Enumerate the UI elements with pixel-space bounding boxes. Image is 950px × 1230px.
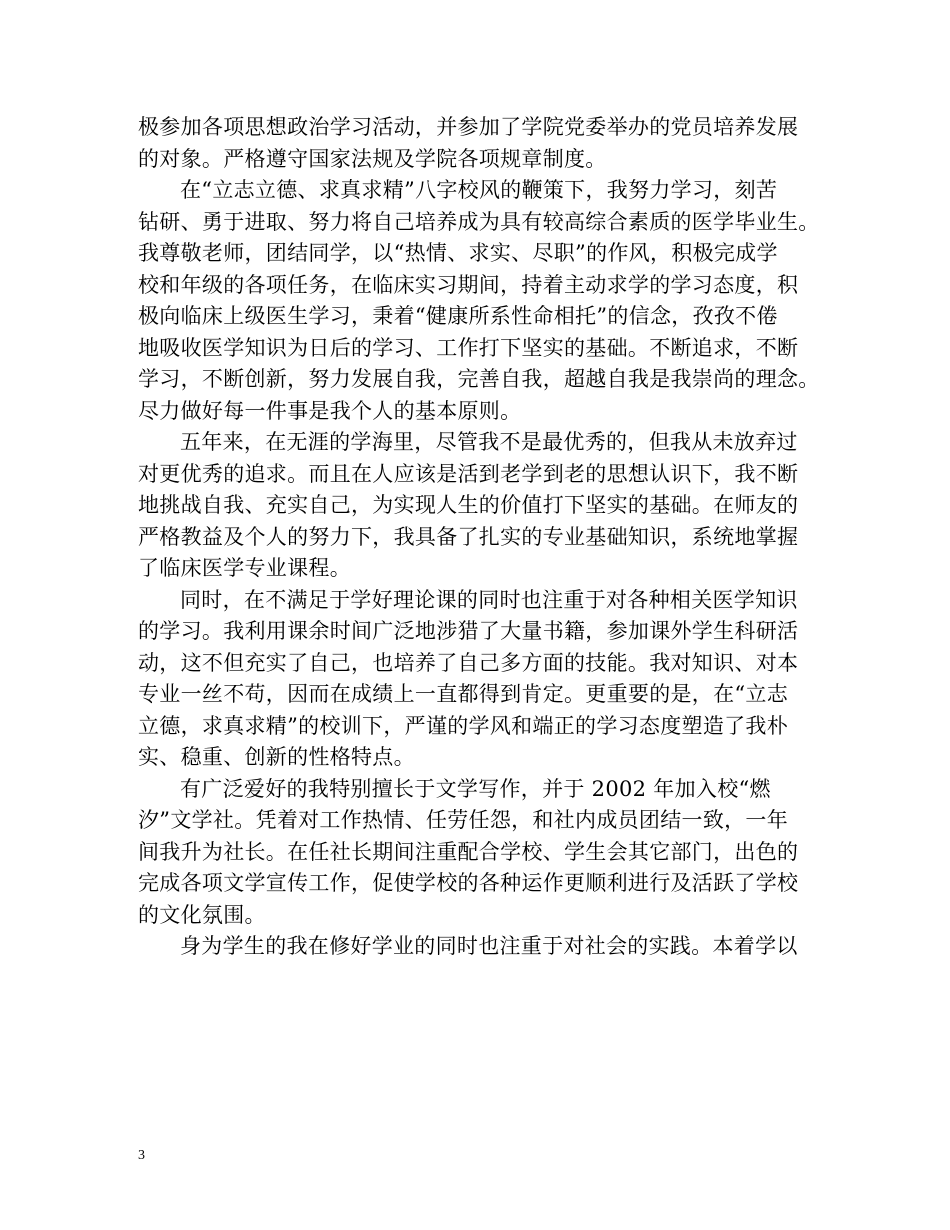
- text-line: 地吸收医学知识为日后的学习、工作打下坚实的基础。不断追求，不断: [138, 335, 799, 360]
- paragraph-start-line: 身为学生的我在修好学业的同时也注重于对社会的实践。本着学以: [180, 934, 798, 958]
- text-line: 专业一丝不苟，因而在成绩上一直都得到肯定。更重要的是，在“立志: [138, 682, 789, 706]
- page-number: 3: [138, 1148, 145, 1163]
- paragraph-start-line: 在“立志立德、求真求精”八字校风的鞭策下，我努力学习，刻苦: [180, 178, 778, 202]
- text-line: 严格教益及个人的努力下，我具备了扎实的专业基础知识，系统地掌握: [138, 524, 799, 549]
- paragraph-start-line: 同时，在不满足于学好理论课的同时也注重于对各种相关医学知识: [180, 587, 798, 612]
- text-line: 动，这不但充实了自己，也培养了自己多方面的技能。我对知识、对本: [138, 650, 799, 675]
- text-line: 极向临床上级医生学习，秉着“健康所系性命相托”的信念，孜孜不倦: [138, 304, 778, 328]
- text-line: 实、稳重、创新的性格特点。: [138, 745, 415, 769]
- paragraph-start-line: 有广泛爱好的我特别擅长于文学写作，并于 2002 年加入校“燃: [180, 776, 771, 801]
- text-line: 校和年级的各项任务，在临床实习期间，持着主动求学的学习态度，积: [138, 272, 799, 297]
- text-line: 间我升为社长。在任社长期间注重配合学校、学生会其它部门，出色的: [138, 839, 799, 864]
- text-line: 完成各项文学宣传工作，促使学校的各种运作更顺利进行及活跃了学校: [138, 871, 799, 895]
- text-line: 对更优秀的追求。而且在人应该是活到老学到老的思想认识下，我不断: [138, 461, 799, 486]
- text-line: 的文化氛围。: [138, 902, 266, 927]
- document-body: [138, 112, 818, 963]
- text-line: 汐”文学社。凭着对工作热情、任劳任怨，和社内成员团结一致，一年: [138, 808, 789, 832]
- paragraph-start-line: 五年来，在无涯的学海里，尽管我不是最优秀的，但我从未放弃过: [180, 430, 798, 454]
- text-line: 钻研、勇于进取、努力将自己培养成为具有较高综合素质的医学毕业生。: [138, 209, 820, 234]
- text-line: 我尊敬老师，团结同学，以“热情、求实、尽职”的作风，积极完成学: [138, 241, 778, 265]
- text-line: 极参加各项思想政治学习活动，并参加了学院党委举办的党员培养发展: [138, 115, 799, 139]
- text-line: 尽力做好每一件事是我个人的基本原则。: [138, 398, 522, 423]
- text-line: 学习，不断创新，努力发展自我，完善自我，超越自我是我崇尚的理念。: [138, 367, 820, 391]
- text-line: 了临床医学专业课程。: [138, 556, 351, 580]
- text-line: 立德，求真求精”的校训下，严谨的学风和端正的学习态度塑造了我朴: [138, 713, 789, 738]
- text-line: 地挑战自我、充实自己，为实现人生的价值打下坚实的基础。在师友的: [138, 493, 799, 517]
- text-line: 的学习。我利用课余时间广泛地涉猎了大量书籍，参加课外学生科研活: [138, 619, 799, 643]
- text-line: 的对象。严格遵守国家法规及学院各项规章制度。: [138, 146, 607, 171]
